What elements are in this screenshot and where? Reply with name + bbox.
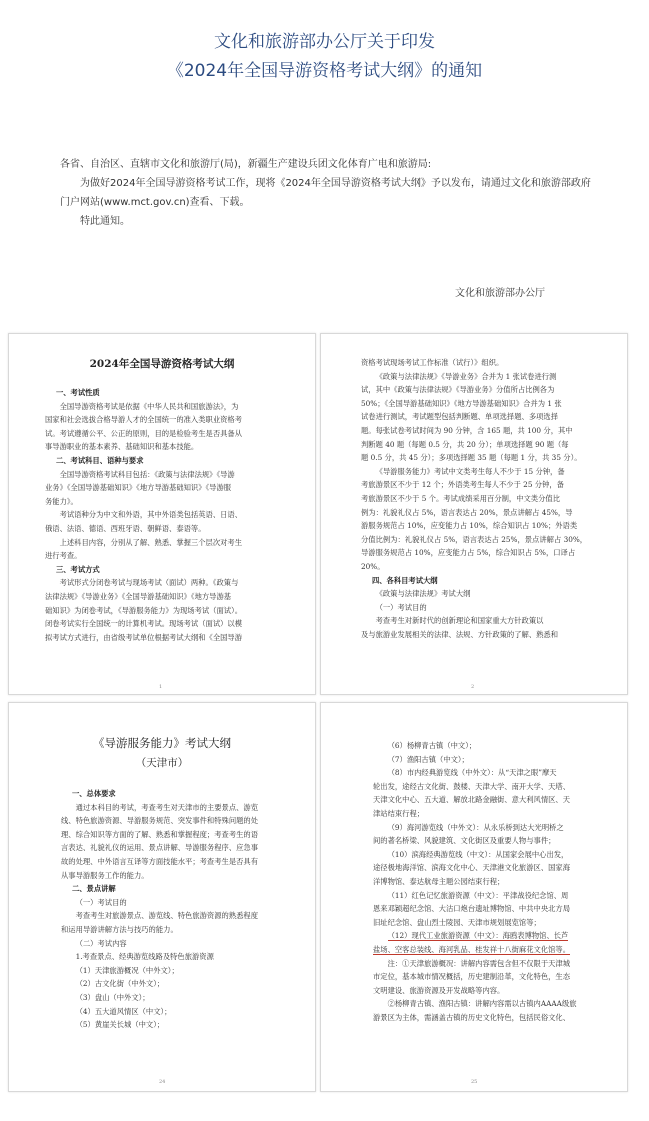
text-line: 考旅游景区不少于 5 个。考试成绩采用百分制，中文类分值比 — [361, 493, 560, 503]
notice-paragraph: 为做好2024年全国导游资格考试工作，现将《2024年全国导游资格考试大纲》予以发布，请通过文化和旅游部政府门户网站(www.mct.gov.cn)查看、下载。 — [60, 178, 591, 208]
text-line: 例为：礼貌礼仪占 5%，语言表达占 20%，景点讲解占 45%，导 — [361, 507, 573, 517]
text-line: 和运用导游讲解方法与技巧的能力。 — [61, 924, 178, 934]
page-number: 2 — [471, 684, 475, 690]
page-number: 1 — [159, 684, 163, 690]
notice-signer: 文化和旅游部办公厅 — [455, 288, 545, 299]
text-line: 导游服务规范占 10%，应变能力占 5%，综合知识占 5%，口译占 — [361, 548, 576, 558]
highlighted-text: （12）现代工业旅游资源（中文）：海鸥表博物馆、长芦 — [387, 931, 569, 941]
page-4-text — [373, 739, 595, 1024]
text-line: （11）红色记忆旅游资源（中文）：平津战役纪念馆、周 — [387, 890, 569, 900]
text-line: （7）渔阳古镇（中文）； — [387, 754, 469, 764]
text-line: 考旅游景区不少于 12 个；外语类考生每人不少于 25 分钟，备 — [361, 480, 564, 490]
text-line: 洋博物馆、泰达航母主题公园结束行程； — [373, 876, 505, 886]
notice-title-line1: 文化和旅游部办公厅关于印发 — [214, 32, 435, 52]
text-line: 全国导游资格考试是依据《中华人民共和国旅游法》，为 — [59, 401, 239, 411]
text-line: 通过本科目的考试，考查考生对天津市的主要景点、游览 — [75, 802, 259, 812]
text-line: 事导游职业的基本素养、基础知识和基本技能。 — [45, 442, 199, 452]
text-line: 考试语种分为中文和外语，其中外语类包括英语、日语、 — [59, 510, 243, 520]
text-line: （3）盘山（中外文）； — [75, 992, 150, 1002]
text-line: 20%。 — [361, 561, 385, 571]
text-line: 资格考试现场考试工作标准（试行）》组织。 — [361, 358, 504, 367]
section-heading: 一、考试性质 — [55, 388, 100, 397]
syllabus-region: （天津市） — [135, 757, 189, 769]
text-line: 试，其中《政策与法律法规》《导游业务》分值所占比例各为 — [361, 385, 555, 395]
text-line: 拟考试方式进行，由省级考试单位根据考试大纲和《全国导游 — [45, 632, 243, 642]
doc-page-4 — [320, 702, 628, 1092]
text-line: （1）天津旅游概况（中外文）； — [75, 965, 179, 975]
text-line: 言表达、礼貌礼仪的运用、景点讲解、导游服务程序、应急事 — [61, 843, 259, 853]
page-number: 24 — [159, 1079, 166, 1085]
syllabus-subject-title: 《导游服务能力》考试大纲 — [93, 736, 231, 750]
section-heading: 二、考试科目、语种与要求 — [55, 455, 144, 465]
text-line: 闭卷考试实行全国统一的计算机考试。现场考试（面试）以模 — [45, 619, 243, 629]
text-line: 考查考生对新时代的创新理论和国家重大方针政策以 — [375, 616, 544, 626]
text-line: 分值比例为：礼貌礼仪占 5%，语言表达占 25%，景点讲解占 30%， — [361, 534, 588, 544]
text-line: 上述科目内容，分别从了解、熟悉、掌握三个层次对考生 — [59, 537, 243, 547]
text-line: 国家和社会选拔合格导游人才的全国统一的准入类职业资格考 — [45, 415, 243, 425]
text-line: 理、综合知识等方面的了解、熟悉和掌握程度；考查考生的语 — [61, 829, 259, 839]
notice-body — [60, 155, 600, 231]
text-line: 务能力》。 — [45, 496, 78, 506]
page-1-text — [45, 386, 281, 644]
text-line: 试卷进行测试，考试题型包括判断题、单项选择题、多项选择 — [361, 412, 559, 422]
text-line: （8）市内经典游览线（中外文）：从“天津之眼”摩天 — [387, 768, 557, 778]
section-heading: 四、各科目考试大纲 — [371, 575, 438, 585]
text-line: 1.考查景点、经典游览线路及特色旅游资源 — [75, 952, 214, 962]
syllabus-title: 2024年全国导游资格考试大纲 — [89, 358, 235, 370]
text-line: 试。考试遵循公平、公正的原则，目的是检验考生是否具备从 — [45, 428, 243, 438]
text-line: 判断题 40 题（每题 0.5 分，共 20 分）；单项选择题 90 题（每 — [361, 439, 569, 449]
text-line: 旧址纪念馆、盘山烈士陵园、天津市规划展览馆等； — [373, 917, 541, 927]
text-line: 间的著名桥梁、风貌建筑、文化街区及重要人物与事件； — [373, 836, 556, 846]
notice-closing: 特此通知。 — [80, 216, 130, 227]
text-line: 故的处理、中外语言互译等方面技能水平；考查考生是否具有 — [61, 856, 259, 866]
text-line: 全国导游资格考试科目包括：《政策与法律法规》《导游 — [59, 469, 235, 479]
text-line: 础知识》为闭卷考试，《导游服务能力》为现场考试（面试）。 — [45, 605, 243, 615]
text-line: 恩来邓颖超纪念馆、大沽口炮台遗址博物馆、中共中央北方局 — [373, 904, 571, 914]
text-line: 业务》《全国导游基础知识》《地方导游基础知识》《导游服 — [45, 483, 232, 493]
text-line: 从事导游服务工作的能力。 — [61, 870, 149, 880]
text-line: 游服务规范占 10%，应变能力占 10%，综合知识占 10%；外语类 — [361, 521, 578, 531]
text-line: 市定位，基本城市情况概括，历史建制沿革，文化特色，生态 — [373, 972, 571, 982]
text-line: 考试形式分闭卷考试与现场考试（面试）两种。《政策与 — [59, 578, 239, 588]
notice-title-line2: 《2024年全国导游资格考试大纲》的通知 — [166, 61, 483, 81]
page-number: 25 — [471, 1079, 478, 1085]
doc-page-2 — [320, 333, 628, 695]
text-line: 法律法规》《导游业务》《全国导游基础知识》《地方导游基 — [45, 591, 232, 601]
text-line: （10）滨海经典游览线（中文）：从国家会展中心出发， — [387, 849, 569, 859]
text-line: 文明建设、旅游资源及开发战略等内容。 — [373, 985, 505, 995]
text-line: 途径极地海洋馆、滨海文化中心、天津港文化旅游区、国家海 — [373, 863, 571, 873]
text-line: （一）考试目的 — [375, 602, 427, 612]
text-line: 《导游服务能力》考试中文类考生每人不少于 15 分钟，备 — [375, 466, 565, 476]
text-line: 题。每张试卷考试时间为 90 分钟，含 165 题，共 100 分，其中 — [361, 425, 573, 435]
text-line: （9）海河游览线（中外文）：从永乐桥到达大光明桥之 — [387, 822, 564, 832]
section-heading: 一、总体要求 — [71, 789, 116, 798]
text-line: 注：①天津旅游概况：讲解内容需包含但不仅限于天津城 — [387, 958, 571, 968]
page-2-text — [361, 356, 597, 641]
text-line: 天津文化中心、五大道、解放北路金融街、意大利风情区、天 — [373, 795, 571, 805]
text-line: 俄语、法语、德语、西班牙语、朝鲜语、泰语等。 — [45, 523, 206, 533]
text-line: （4）五大道风情区（中文）； — [75, 1006, 172, 1016]
page-3-text — [61, 787, 283, 1032]
text-line: 《政策与法律法规》考试大纲 — [375, 589, 471, 599]
text-line: 进行考查。 — [45, 551, 82, 561]
doc-page-3 — [8, 702, 316, 1092]
text-line: ②杨柳青古镇、渔阳古镇：讲解内容需以古镇内AAAA级旅 — [387, 999, 577, 1009]
text-line: 轮出发，途经古文化街、鼓楼、天津大学、南开大学、天塔、 — [373, 781, 571, 791]
text-line: 50%；《全国导游基础知识》《地方导游基础知识》合并为 1 张 — [361, 398, 562, 408]
text-line: （5）黄崖关长城（中文）； — [75, 1020, 165, 1030]
text-line: （二）考试内容 — [75, 938, 127, 948]
text-line: 线、特色旅游资源、导游服务规范、突发事件和特殊问题的处 — [61, 816, 259, 826]
text-line: （2）古文化街（中外文）； — [75, 979, 165, 989]
text-line: （6）杨柳青古镇（中文）； — [387, 741, 477, 750]
text-line — [373, 929, 595, 943]
text-line: 津站结束行程； — [373, 808, 425, 818]
text-line — [373, 943, 595, 957]
section-heading: 三、考试方式 — [55, 564, 100, 574]
section-heading: 二、景点讲解 — [71, 884, 116, 894]
text-line: 及与旅游业发展相关的法律、法规、方针政策的了解、熟悉和 — [361, 629, 559, 639]
notice-addressees: 各省、自治区、直辖市文化和旅游厅(局)，新疆生产建设兵团文化体育广电和旅游局: — [60, 159, 432, 170]
text-line: 游景区为主体，需涵盖古镇的历史文化特色，包括民俗文化、 — [373, 1012, 571, 1022]
doc-page-1 — [8, 333, 316, 695]
highlighted-text: 盐场、空客总装线、海河乳品、桂发祥十八街麻花文化馆等。 — [373, 944, 571, 954]
text-line: 题 0.5 分，共 45 分）；多项选择题 35 题（每题 1 分，共 35 分）。 — [361, 453, 582, 463]
text-line: 《政策与法律法规》《导游业务》合并为 1 张试卷进行测 — [375, 371, 557, 381]
text-line: （一）考试目的 — [75, 897, 127, 907]
text-line: 考查考生对旅游景点、游览线、特色旅游资源的熟悉程度 — [75, 911, 259, 921]
